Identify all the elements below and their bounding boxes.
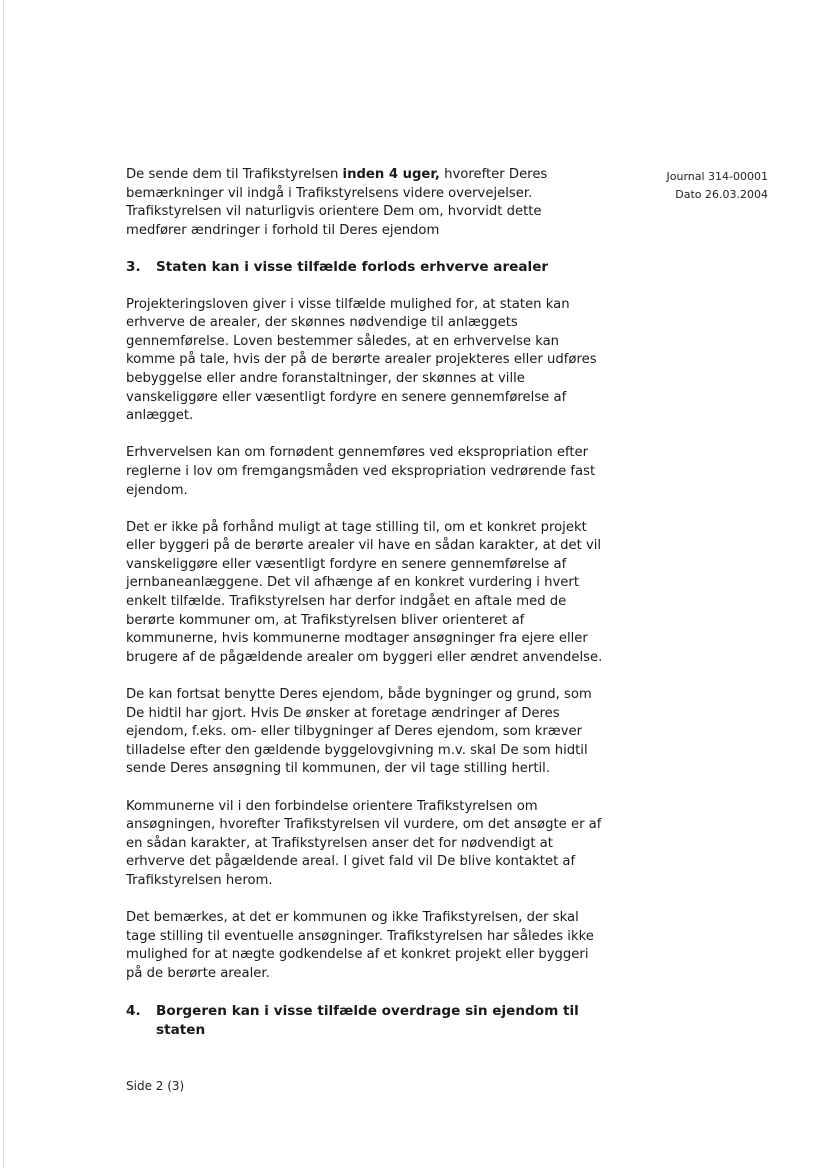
journal-number: Journal 314-00001 (666, 170, 768, 183)
section-4-title: Borgeren kan i visse tilfælde overdrage sin ejendom til staten (156, 1003, 579, 1038)
section-3-title: Staten kan i visse tilfælde forlods erhverve arealer (156, 259, 549, 276)
intro-text-post: hvorefter Deres bemærkninger vil indgå i Trafikstyrelsens videre overvejelser. Trafikstyrelsen vil naturligvis orientere Dem om, hvorvidt dette medfører ændringer i forhold til Deres ejendom (126, 167, 548, 238)
intro-text-pre: De sende dem til Trafikstyrelsen (126, 167, 343, 182)
page-number: Side 2 (3) (126, 1079, 185, 1093)
intro-paragraph (126, 166, 606, 240)
section-3-paragraph-3: Det er ikke på forhånd muligt at tage stilling til, om et konkret projekt eller byggeri på de berørte arealer vil have en sådan karakter, at det vil vanskeliggøre eller væsentligt fordyre en senere gennemførelse af jernbaneanlæggene. Det vil afhænge af en konkret vurdering i hvert enkelt tilfælde. Trafikstyrelsen har derfor indgået en aftale med de berørte kommuner om, at Trafikstyrelsen bliver orienteret af kommunerne, hvis kommunerne modtager ansøgninger fra ejere eller brugere af de pågældende arealer om byggeri eller ændret anvendelse. (126, 519, 603, 665)
section-3-paragraph-4: De kan fortsat benytte Deres ejendom, både bygninger og grund, som De hidtil har gjort. Hvis De ønsker at foretage ændringer af Deres ejendom, f.eks. om- eller tilbygninger af Deres ejendom, som kræver tilladelse efter den gældende byggelovgivning m.v. skal De som hidtil sende Deres ansøgning til kommunen, der vil tage stilling hertil. (126, 687, 592, 777)
section-3-paragraph-5: Kommunerne vil i den forbindelse orientere Trafikstyrelsen om ansøgningen, hvorefter Trafikstyrelsen vil vurdere, om det ansøgte er af en sådan karakter, at Trafikstyrelsen anser det for nødvendigt at erhverve det pågældende areal. I givet fald vil De blive kontaktet af Trafikstyrelsen herom. (126, 798, 602, 888)
section-3-paragraph-2: Erhvervelsen kan om fornødent gennemføres ved ekspropriation efter reglerne i lov om fremgangsmåden ved ekspropriation vedrørende fast ejendom. (126, 445, 596, 498)
letter-body (126, 166, 606, 1058)
section-4-number: 4. (126, 1003, 141, 1020)
section-3-paragraph-6: Det bemærkes, at det er kommunen og ikke Trafikstyrelsen, der skal tage stilling til eventuelle ansøgninger. Trafikstyrelsen har således ikke mulighed for at nægte godkendelse af et konkret projekt eller byggeri på de berørte arealer. (126, 910, 594, 981)
intro-deadline: inden 4 uger, (342, 167, 440, 182)
section-3-number: 3. (126, 259, 141, 276)
section-3-paragraph-1: Projekteringsloven giver i visse tilfælde mulighed for, at staten kan erhverve de arealer, der skønnes nødvendige til anlæggets gennemførelse. Loven bestemmer således, at en erhvervelse kan komme på tale, hvis der på de berørte arealer projekteres eller udføres bebyggelse eller andre foranstaltninger, der skønnes at ville vanskeliggøre eller væsentligt fordyre en senere gennemførelse af anlægget. (126, 296, 597, 424)
scan-edge-line (3, 0, 4, 1168)
section-4-heading (126, 1002, 606, 1039)
section-3-heading (126, 258, 606, 277)
document-meta (640, 168, 768, 203)
document-date: Dato 26.03.2004 (675, 187, 768, 201)
